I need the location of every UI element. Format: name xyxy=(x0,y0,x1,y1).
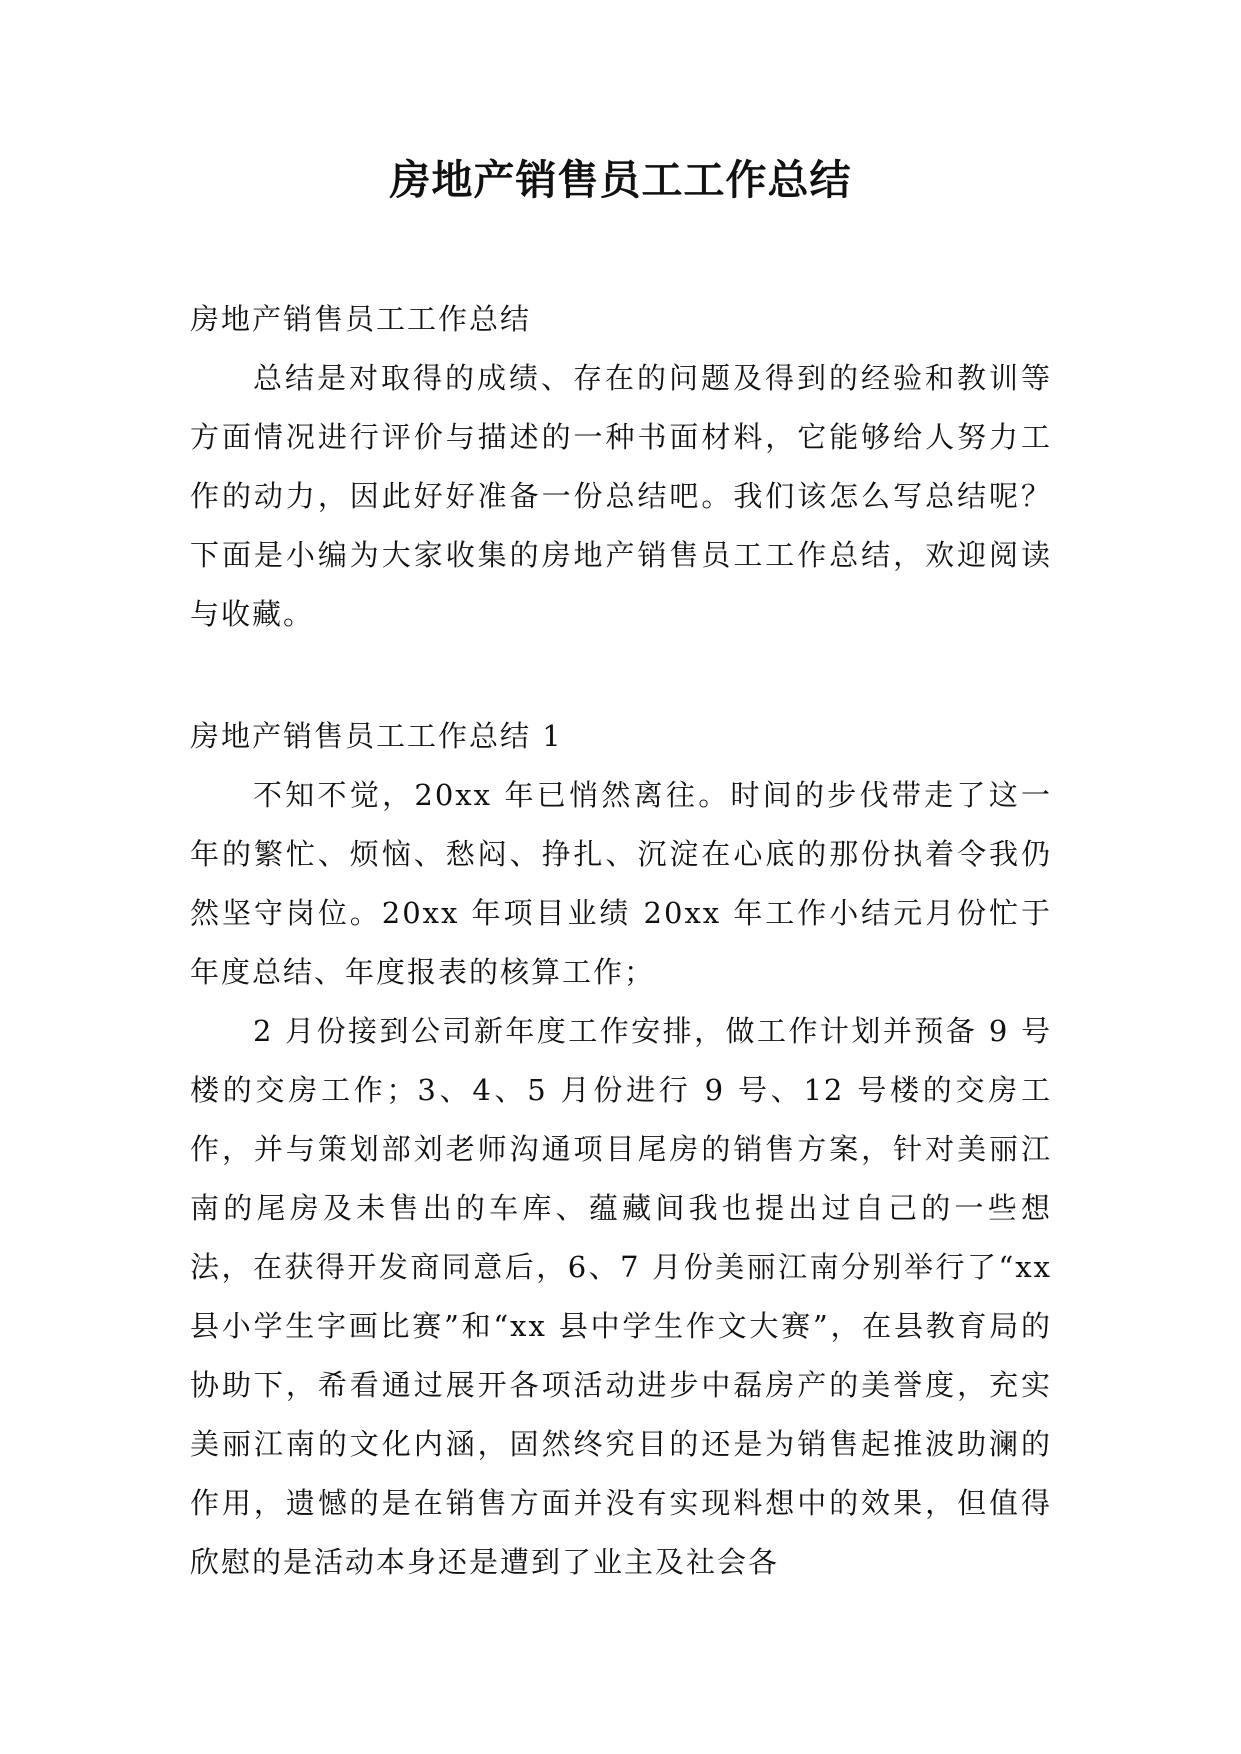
intro-paragraph: 总结是对取得的成绩、存在的问题及得到的经验和教训等方面情况进行评价与描述的一种书面材料，它能够给人努力工作的动力，因此好好准备一份总结吧。我们该怎么写总结呢？下面是小编为大家收集的房地产销售员工工作总结，欢迎阅读与收藏。 xyxy=(190,361,1052,631)
section-paragraph-1: 不知不觉，20xx 年已悄然离往。时间的步伐带走了这一年的繁忙、烦恼、愁闷、挣扎、沉淀在心底的那份执着令我仍然坚守岗位。20xx 年项目业绩 20xx 年工作小结元月份忙于年度总结、年度报表的核算工作； xyxy=(190,778,1052,989)
section-paragraph-2: 2 月份接到公司新年度工作安排，做工作计划并预备 9 号楼的交房工作；3、4、5 月份进行 9 号、12 号楼的交房工作，并与策划部刘老师沟通项目尾房的销售方案，针对美丽江南的尾房及未售出的车库、蕴藏间我也提出过自己的一些想法，在获得开发商同意后，6、7 月份美丽江南分别举行了“xx 县小学生字画比赛”和“xx 县中学生作文大赛”，在县教育局的协助下，希看通过展开各项活动进步中磊房产的美誉度，充实美丽江南的文化内涵，固然终究目的还是为销售起推波助澜的作用，遗憾的是在销售方面并没有实现料想中的效果，但值得欣慰的是活动本身还是遭到了业主及社会各 xyxy=(190,1014,1052,1579)
document-title: 房地产销售员工工作总结 xyxy=(389,156,852,204)
section-heading: 房地产销售员工工作总结 1 xyxy=(190,719,563,753)
section-spacer xyxy=(190,644,1052,707)
document-subtitle: 房地产销售员工工作总结 xyxy=(190,302,532,336)
document-body xyxy=(190,290,1052,1592)
